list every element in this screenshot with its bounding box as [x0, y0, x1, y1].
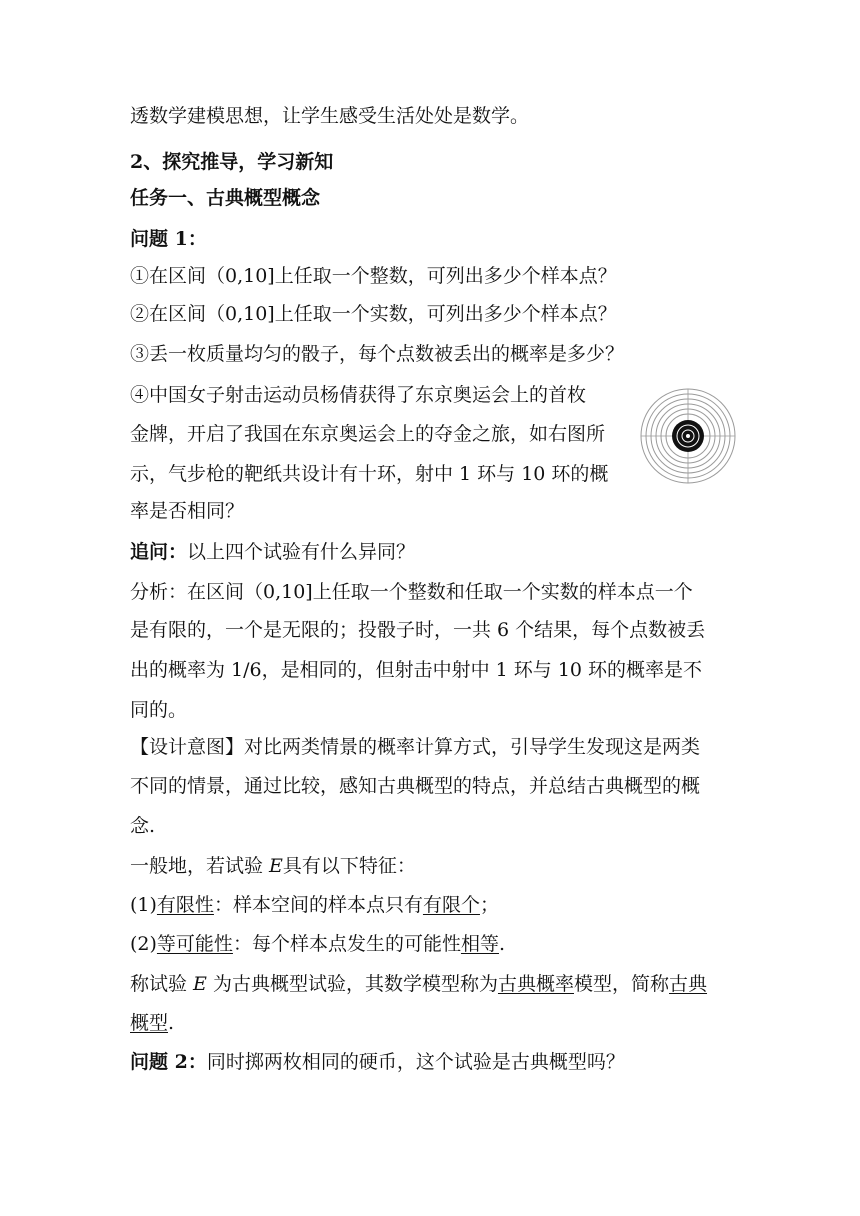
- analysis-line4: 同的。: [130, 699, 188, 721]
- followup-line: [130, 540, 415, 564]
- feature2-term2: 相等: [460, 933, 499, 955]
- feature2-end: .: [498, 933, 506, 955]
- definition-variable-e: E: [193, 973, 207, 995]
- general-statement: [130, 854, 416, 878]
- question1-item2: ②在区间（0,10]上任取一个实数，可列出多少个样本点？: [130, 303, 617, 325]
- followup-text: 以上四个试验有什么异同？: [187, 541, 416, 563]
- analysis-line2: 是有限的，一个是无限的；投骰子时，一共 6 个结果，每个点数被丢: [130, 619, 706, 641]
- definition-term2b: 概型: [130, 1012, 169, 1034]
- feature1-term2: 有限个: [422, 894, 480, 916]
- definition-line2: [130, 1011, 174, 1035]
- definition-term2a: 古典: [669, 973, 708, 995]
- feature2-text: ：每个样本点发生的可能性: [232, 933, 461, 955]
- general-prefix: 一般地，若试验: [130, 855, 270, 877]
- question2-text: 同时掷两枚相同的硬币，这个试验是古典概型吗？: [206, 1051, 625, 1073]
- feature1-term: 有限性: [156, 894, 214, 916]
- feature2-number: (2): [130, 933, 157, 955]
- section-heading: 2、探究推导，学习新知: [130, 151, 334, 173]
- feature-equal-likelihood: [130, 932, 505, 956]
- definition-term1: 古典概率: [497, 973, 574, 995]
- question2-line: [130, 1050, 625, 1074]
- design-intent-line2: 不同的情景，通过比较，感知古典概型的特点，并总结古典概型的概: [130, 775, 701, 797]
- question1-item4-line3: 示，气步枪的靶纸共设计有十环，射中 1 环与 10 环的概: [130, 463, 609, 485]
- general-suffix: 具有以下特征：: [282, 855, 416, 877]
- question1-item3: ③丢一枚质量均匀的骰子，每个点数被丢出的概率是多少？: [130, 343, 625, 365]
- question1-item4-line2: 金牌，开启了我国在东京奥运会上的夺金之旅，如右图所: [130, 423, 606, 445]
- shooting-target-figure: [640, 388, 736, 484]
- analysis-line1: 分析：在区间（0,10]上任取一个整数和任取一个实数的样本点一个: [130, 581, 693, 603]
- definition-end: .: [168, 1012, 175, 1034]
- feature1-number: (1): [130, 894, 157, 916]
- question2-label: 问题 2：: [130, 1051, 207, 1073]
- task1-heading: 任务一、古典概型概念: [130, 187, 321, 209]
- question1-item4-line4: 率是否相同？: [130, 500, 245, 522]
- definition-p3: 模型，简称: [573, 973, 669, 995]
- feature2-term: 等可能性: [156, 933, 233, 955]
- intro-tail: 透数学建模思想，让学生感受生活处处是数学。: [130, 105, 530, 127]
- followup-label: 追问：: [130, 541, 188, 563]
- question1-item4-line1: ④中国女子射击运动员杨倩获得了东京奥运会上的首枚: [130, 384, 587, 406]
- definition-line1: [130, 972, 707, 996]
- question1-label: 问题 1：: [130, 228, 207, 250]
- question1-item1: ①在区间（0,10]上任取一个整数，可列出多少个样本点？: [130, 265, 617, 287]
- feature1-end: ；: [479, 894, 499, 916]
- definition-p2: 为古典概型试验，其数学模型称为: [206, 973, 498, 995]
- feature-finiteness: [130, 893, 499, 917]
- design-intent-line1: 【设计意图】对比两类情景的概率计算方式，引导学生发现这是两类: [130, 736, 701, 758]
- analysis-line3: 出的概率为 1/6，是相同的，但射击中射中 1 环与 10 环的概率是不: [130, 659, 703, 681]
- definition-p1: 称试验: [130, 973, 194, 995]
- design-intent-line3: 念.: [130, 815, 156, 837]
- variable-e: E: [269, 855, 283, 877]
- shooting-target-icon: [640, 388, 736, 484]
- feature1-text: ：样本空间的样本点只有: [213, 894, 423, 916]
